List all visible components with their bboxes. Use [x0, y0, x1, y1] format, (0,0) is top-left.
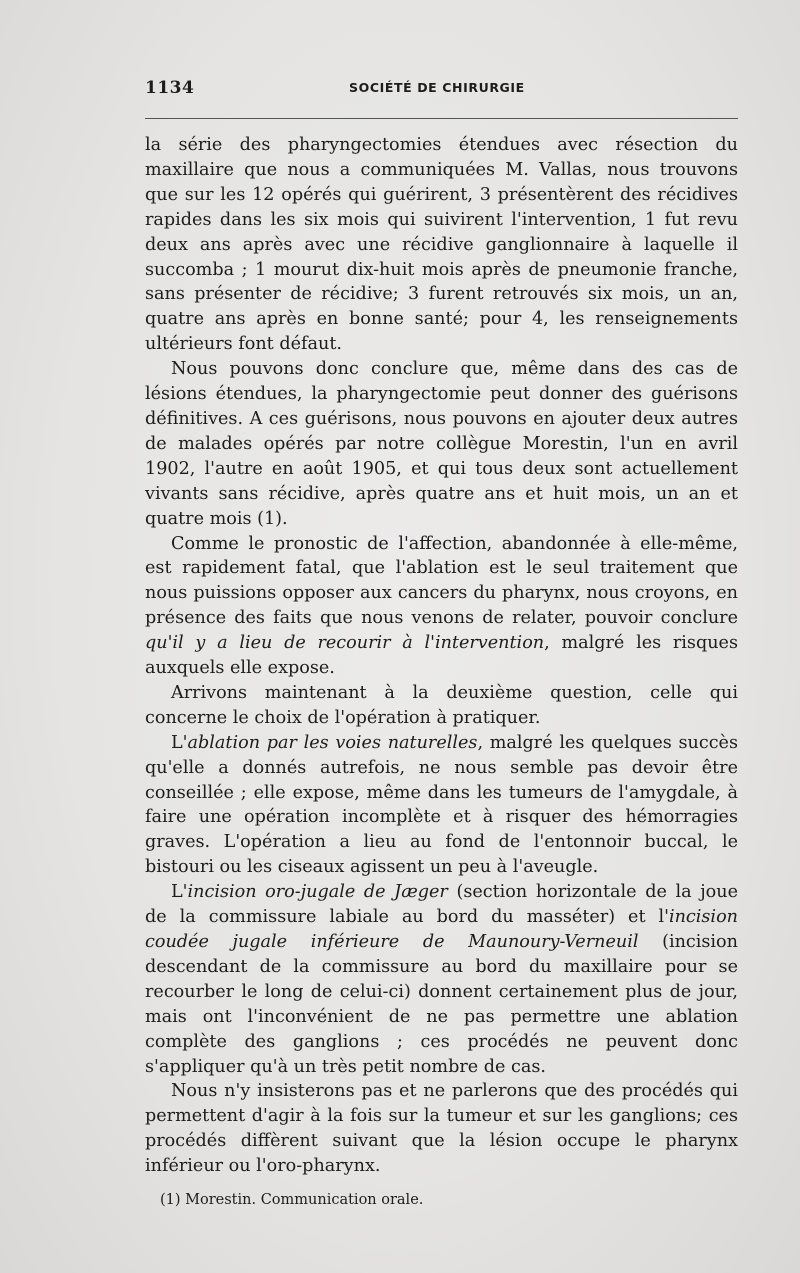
text-run: la série des pharyngectomies étendues avec résection du maxillaire que nous a communiquées M. Vallas, nous trouvons que sur les 12 opérés qui guérirent, 3 présentèrent des récidives rapides dans les six mois qui suivirent l'intervention, 1 fut revu deux ans après avec une récidive ganglionnaire à laquelle il succomba ; 1 mourut dix-huit mois après de pneumonie franche, sans présenter de récidive; 3 furent retrouvés six mois, un an, quatre ans après en bonne santé; pour 4, les renseignements ultérieurs font défaut. — [145, 135, 738, 355]
text-run: Nous pouvons donc conclure que, même dans des cas de lésions étendues, la pharyngectomie peut donner des guérisons définitives. A ces guérisons, nous pouvons en ajouter deux autres de malades opérés par notre collègue Morestin, l'un en avril 1902, l'autre en août 1905, et qui tous deux sont actuellement vivants sans récidive, après quatre ans et huit mois, un an et quatre mois (1). — [145, 359, 738, 529]
text-run: Arrivons maintenant à la deuxième question, celle qui concerne le choix de l'opération à pratiquer. — [145, 682, 738, 728]
running-title: SOCIÉTÉ DE CHIRURGIE — [349, 80, 525, 95]
italic-text: incision coudée jugale inférieure de Maunoury-Verneuil — [145, 907, 738, 952]
body-text — [145, 133, 738, 1179]
page-number: 1134 — [145, 78, 195, 98]
paragraph-7 — [145, 1079, 738, 1179]
text-run: Nous n'y insisterons pas et ne parlerons que des procédés qui permettent d'agir à la fois sur la tumeur et sur les ganglions; ces procédés diffèrent suivant que la lésion occupe le pharynx inférieur ou l'oro-pharynx. — [145, 1081, 738, 1177]
paragraph-4 — [145, 681, 738, 731]
text-run: , malgré les quelques succès qu'elle a donnés autrefois, ne nous semble pas devoir être conseillée ; elle expose, même dans les tumeurs de l'amygdale, à faire une opération incomplète et à risquer des hémorragies graves. L'opération a lieu au fond de l'entonnoir buccal, le bistouri ou les ciseaux agissent un peu à l'aveugle. — [145, 732, 738, 878]
text-run: Comme le pronostic de l'affection, abandonnée à elle-même, est rapidement fatal, que l'ablation est le seul traitement que nous puissions opposer aux cancers du pharynx, nous croyons, en présence des faits que nous venons de relater, pouvoir conclure — [145, 533, 738, 629]
paragraph-6 — [145, 880, 738, 1079]
page-header — [145, 78, 738, 100]
paragraph-2 — [145, 357, 738, 531]
text-run: (section horizontale de la joue de la commissure labiale au bord du masséter) et l' — [145, 882, 738, 928]
paragraph-3 — [145, 532, 738, 681]
text-run: , malgré les risques auxquels elle expose. — [145, 633, 738, 679]
paragraph-1 — [145, 133, 738, 357]
text-run: (incision descendant de la commissure au bord du maxillaire pour se recourber le long de celui-ci) donnent certainement plus de jour, mais ont l'inconvénient de ne pas permettre une ablation complète des ganglions ; ces procédés ne peuvent donc s'appliquer qu'à un très petit nombre de cas. — [145, 932, 738, 1077]
italic-text: incision oro-jugale de Jæger — [187, 882, 448, 903]
text-run: L' — [171, 882, 188, 903]
paragraph-5 — [145, 731, 738, 880]
text-run: L' — [171, 732, 188, 753]
footnote: (1) Morestin. Communication orale. — [160, 1192, 424, 1208]
italic-text: ablation par les voies naturelles — [187, 732, 478, 753]
header-rule — [145, 118, 738, 119]
italic-text: qu'il y a lieu de recourir à l'intervention — [145, 633, 545, 654]
